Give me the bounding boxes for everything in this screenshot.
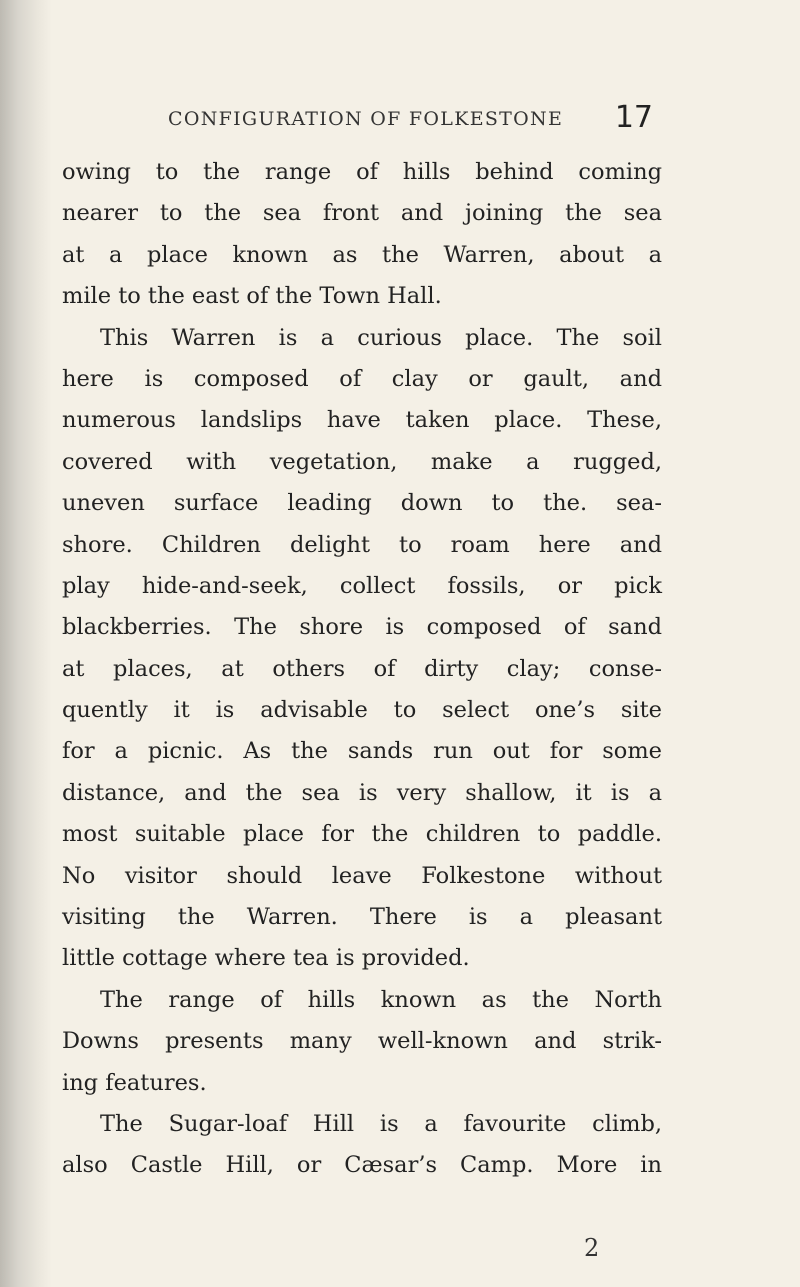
running-head xyxy=(168,100,653,144)
body-text xyxy=(62,152,662,1187)
text-line: owing to the range of hills behind coming xyxy=(62,159,662,185)
text-line: here is composed of clay or gault, and xyxy=(62,365,662,392)
text-line: play hide-and-seek, collect fossils, or pick xyxy=(62,572,662,599)
text-line: covered with vegetation, make a rugged, xyxy=(62,448,662,475)
text-line: visiting the Warren. There is a pleasant xyxy=(62,904,662,931)
text-line: at places, at others of dirty clay; conse- xyxy=(62,655,662,682)
text-line: No visitor should leave Folkestone without xyxy=(62,862,662,889)
text-line: little cottage where tea is provided. xyxy=(62,945,470,972)
text-line: This Warren is a curious place. The soil xyxy=(100,324,662,351)
text-line: at a place known as the Warren, about a xyxy=(62,241,662,268)
text-line: The Sugar-loaf Hill is a favourite climb, xyxy=(100,1110,662,1137)
text-line: for a picnic. As the sands run out for some xyxy=(62,738,662,765)
text-line: ing features. xyxy=(62,1069,207,1096)
text-line: shore. Children delight to roam here and xyxy=(62,531,662,558)
text-line: blackberries. The shore is composed of sand xyxy=(62,614,662,641)
text-line: nearer to the sea front and joining the sea xyxy=(62,200,662,227)
text-line: most suitable place for the children to paddle. xyxy=(62,821,662,848)
text-line: The range of hills known as the North xyxy=(100,986,662,1013)
signature-mark: 2 xyxy=(584,1234,600,1262)
text-line: mile to the east of the Town Hall. xyxy=(62,283,442,310)
page-number: 17 xyxy=(614,100,653,135)
text-line: numerous landslips have taken place. These, xyxy=(62,407,662,434)
text-line: distance, and the sea is very shallow, it is a xyxy=(62,779,662,806)
text-line: also Castle Hill, or Cæsar’s Camp. More in xyxy=(62,1152,662,1179)
text-line: uneven surface leading down to the. sea- xyxy=(62,490,662,517)
text-line: quently it is advisable to select one’s site xyxy=(62,697,662,724)
text-line: Downs presents many well-known and strik- xyxy=(62,1028,662,1055)
running-title: CONFIGURATION OF FOLKESTONE xyxy=(168,108,564,130)
